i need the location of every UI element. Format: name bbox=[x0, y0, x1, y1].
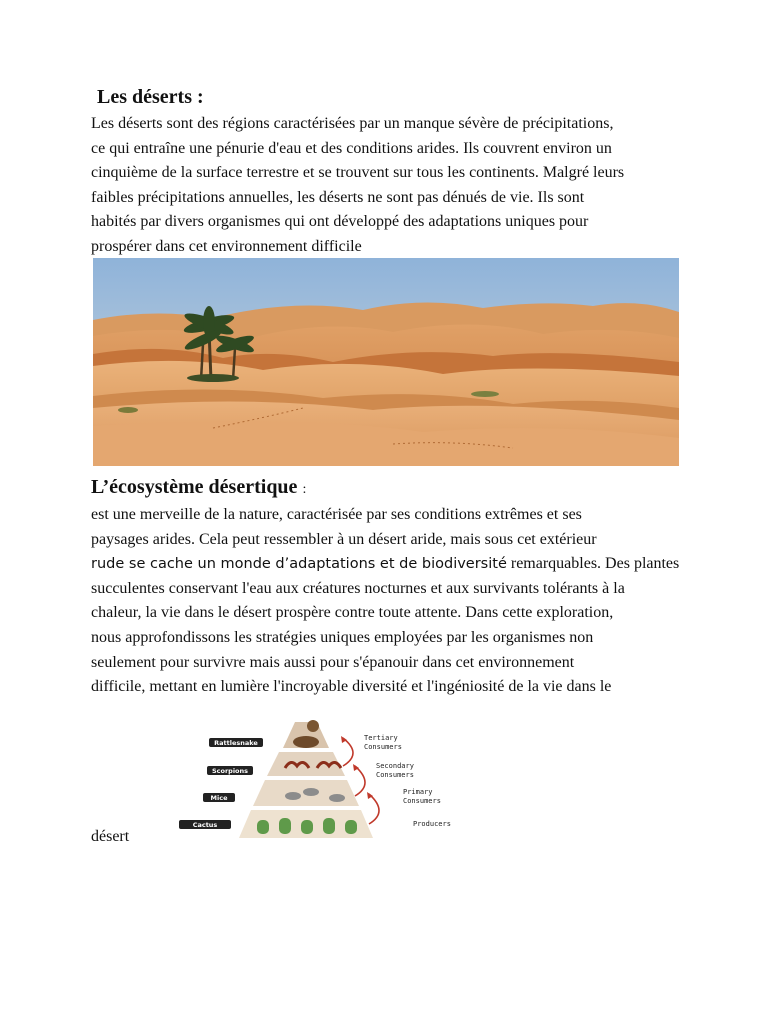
paragraph-line: faibles précipitations annuelles, les déserts ne sont pas dénués de vie. Ils sont bbox=[91, 188, 585, 206]
paragraph-ecosysteme bbox=[91, 503, 691, 700]
pyramid-tag-mice: Mice bbox=[210, 794, 228, 802]
pyramid-tag-cactus: Cactus bbox=[192, 821, 218, 829]
paragraph-line: habités par divers organismes qui ont développé des adaptations uniques pour bbox=[91, 213, 589, 231]
pyramid-tag-rattlesnake: Rattlesnake bbox=[214, 739, 258, 747]
pyramid-level-tertiary-sub: Consumers bbox=[364, 743, 402, 751]
pyramid-level-primary: Primary bbox=[403, 788, 433, 796]
pyramid-tag-scorpions: Scorpions bbox=[211, 767, 249, 775]
pyramid-level-primary-sub: Consumers bbox=[403, 797, 441, 805]
paragraph-line: ce qui entraîne une pénurie d'eau et des conditions arides. Ils couvrent environ un bbox=[91, 139, 612, 157]
trailing-word: désert bbox=[91, 828, 130, 845]
paragraph-line: seulement pour survivre mais aussi pour s'épanouir dans cet environnement bbox=[91, 653, 575, 671]
paragraph-line bbox=[91, 552, 691, 577]
paragraph-line: succulentes conservant l'eau aux créatures nocturnes et aux survivants tolérants à la bbox=[91, 579, 625, 597]
paragraph-line: prospérer dans cet environnement difficile bbox=[91, 237, 362, 255]
paragraph-deserts bbox=[91, 112, 691, 260]
paragraph-line: paysages arides. Cela peut ressembler à un désert aride, mais sous cet extérieur bbox=[91, 530, 597, 548]
paragraph-line: cinquième de la surface terrestre et se trouvent sur tous les continents. Malgré leurs bbox=[91, 164, 625, 182]
pyramid-level-tertiary: Tertiary bbox=[364, 734, 398, 742]
paragraph-line: est une merveille de la nature, caractérisée par ses conditions extrêmes et ses bbox=[91, 506, 582, 523]
paragraph-line: Les déserts sont des régions caractérisées par un manque sévère de précipitations, bbox=[91, 115, 614, 132]
heading-ecosysteme-text: L’écosystème désertique bbox=[91, 476, 298, 498]
heading-les-deserts: Les déserts : bbox=[97, 86, 204, 108]
pyramid-level-producers: Producers bbox=[413, 820, 451, 828]
heading-ecosysteme bbox=[91, 476, 306, 499]
paragraph-line: difficile, mettant en lumière l'incroyable diversité et l'ingéniosité de la vie dans le bbox=[91, 678, 612, 696]
pyramid-level-secondary-sub: Consumers bbox=[376, 771, 414, 779]
heading-colon: : bbox=[302, 482, 307, 497]
pyramid-level-secondary: Secondary bbox=[376, 762, 414, 770]
paragraph-line: nous approfondissons les stratégies uniques employées par les organismes non bbox=[91, 628, 594, 646]
paragraph-line-fragment: remarquables. Des plantes bbox=[506, 555, 680, 573]
paragraph-line-sans-fragment: rude se cache un monde d’adaptations et de biodiversité bbox=[91, 556, 507, 573]
desert-food-pyramid bbox=[192, 712, 460, 844]
paragraph-line: chaleur, la vie dans le désert prospère contre toute attente. Dans cette exploration, bbox=[91, 604, 614, 622]
desert-dunes-photo bbox=[93, 258, 679, 466]
